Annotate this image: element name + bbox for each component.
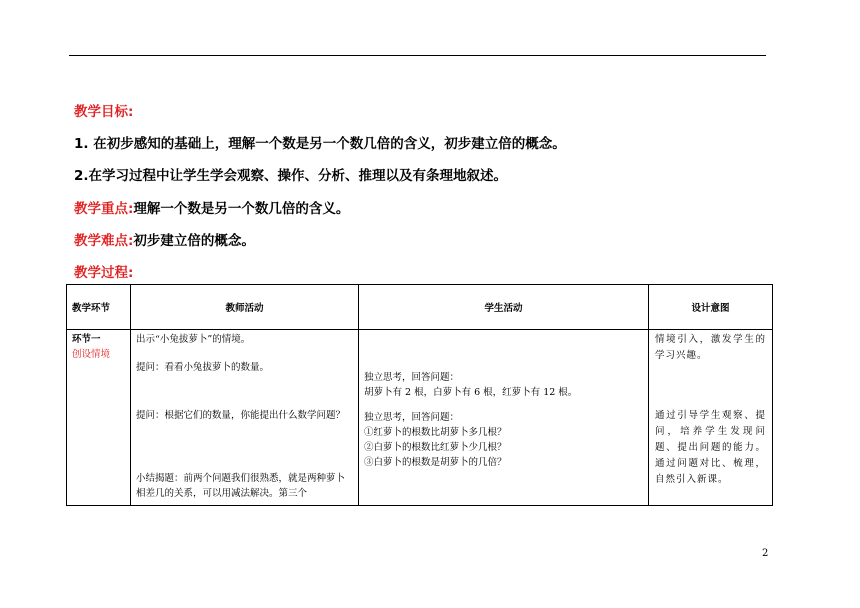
teaching-process-table: [66, 284, 773, 506]
stage-cell: [67, 330, 131, 506]
student-line-2: 胡萝卜有 2 根，白萝卜有 6 根，红萝卜有 12 根。: [364, 387, 578, 398]
objective-item-1-text: 在初步感知的基础上，理解一个数是另一个数几倍的含义，初步建立倍的概念。: [88, 136, 566, 152]
design-text-1: 情境引入，激发学生的学习兴趣。: [655, 334, 766, 361]
teacher-line-1: 出示“小兔拔萝卜”的情境。: [136, 334, 251, 345]
teacher-line-4: 小结揭题：前两个问题我们很熟悉，就是两种萝卜相差几的关系，可以用减法解决。第三个: [136, 473, 346, 499]
student-line-3: 独立思考，回答问题：: [364, 412, 460, 423]
teacher-line-3: 提问：根据它们的数量，你能提出什么数学问题？: [136, 410, 346, 421]
page-number: 2: [762, 548, 769, 559]
process-heading: 教学过程:: [74, 265, 134, 281]
header-student-activity: 学生活动: [359, 285, 649, 330]
student-activity-cell: [359, 330, 649, 506]
header-rule: [69, 55, 766, 56]
key-point-line: [74, 197, 349, 217]
stage-name: 环节一: [72, 334, 101, 345]
difficulty-line: [74, 229, 255, 249]
header-teacher-activity: 教师活动: [131, 285, 359, 330]
table-header-row: [67, 285, 773, 330]
teacher-line-2: 提问：看看小兔拔萝卜的数量。: [136, 362, 270, 373]
header-design-intent: 设计意图: [649, 285, 773, 330]
difficulty-label: 教学难点:: [74, 233, 134, 249]
objective-item-2: 2.在学习过程中让学生学会观察、操作、分析、推理以及有条理地叙述。: [74, 168, 508, 184]
student-line-4: ①红萝卜的根数比胡萝卜多几根？: [364, 427, 507, 438]
student-line-1: 独立思考，回答问题：: [364, 372, 460, 383]
design-intent-cell: [649, 330, 773, 506]
table-row: [67, 330, 773, 506]
objective-item-1: [74, 132, 566, 152]
header-stage: 教学环节: [67, 285, 131, 330]
stage-subtitle: 创设情境: [72, 349, 111, 360]
objectives-heading: 教学目标:: [74, 104, 134, 120]
difficulty-text: 初步建立倍的概念。: [133, 233, 255, 249]
teacher-activity-cell: [131, 330, 359, 506]
key-point-text: 理解一个数是另一个数几倍的含义。: [133, 201, 350, 217]
design-text-2: 通过引导学生观察、提问，培养学生发现问题、提出问题的能力。通过问题对比、梳理，自然引入新课。: [655, 410, 766, 485]
objective-item-1-number: 1.: [74, 136, 89, 152]
student-line-6: ③白萝卜的根数是胡萝卜的几倍？: [364, 457, 507, 468]
key-point-label: 教学重点:: [74, 201, 134, 217]
student-line-5: ②白萝卜的根数比红萝卜少几根？: [364, 442, 507, 453]
